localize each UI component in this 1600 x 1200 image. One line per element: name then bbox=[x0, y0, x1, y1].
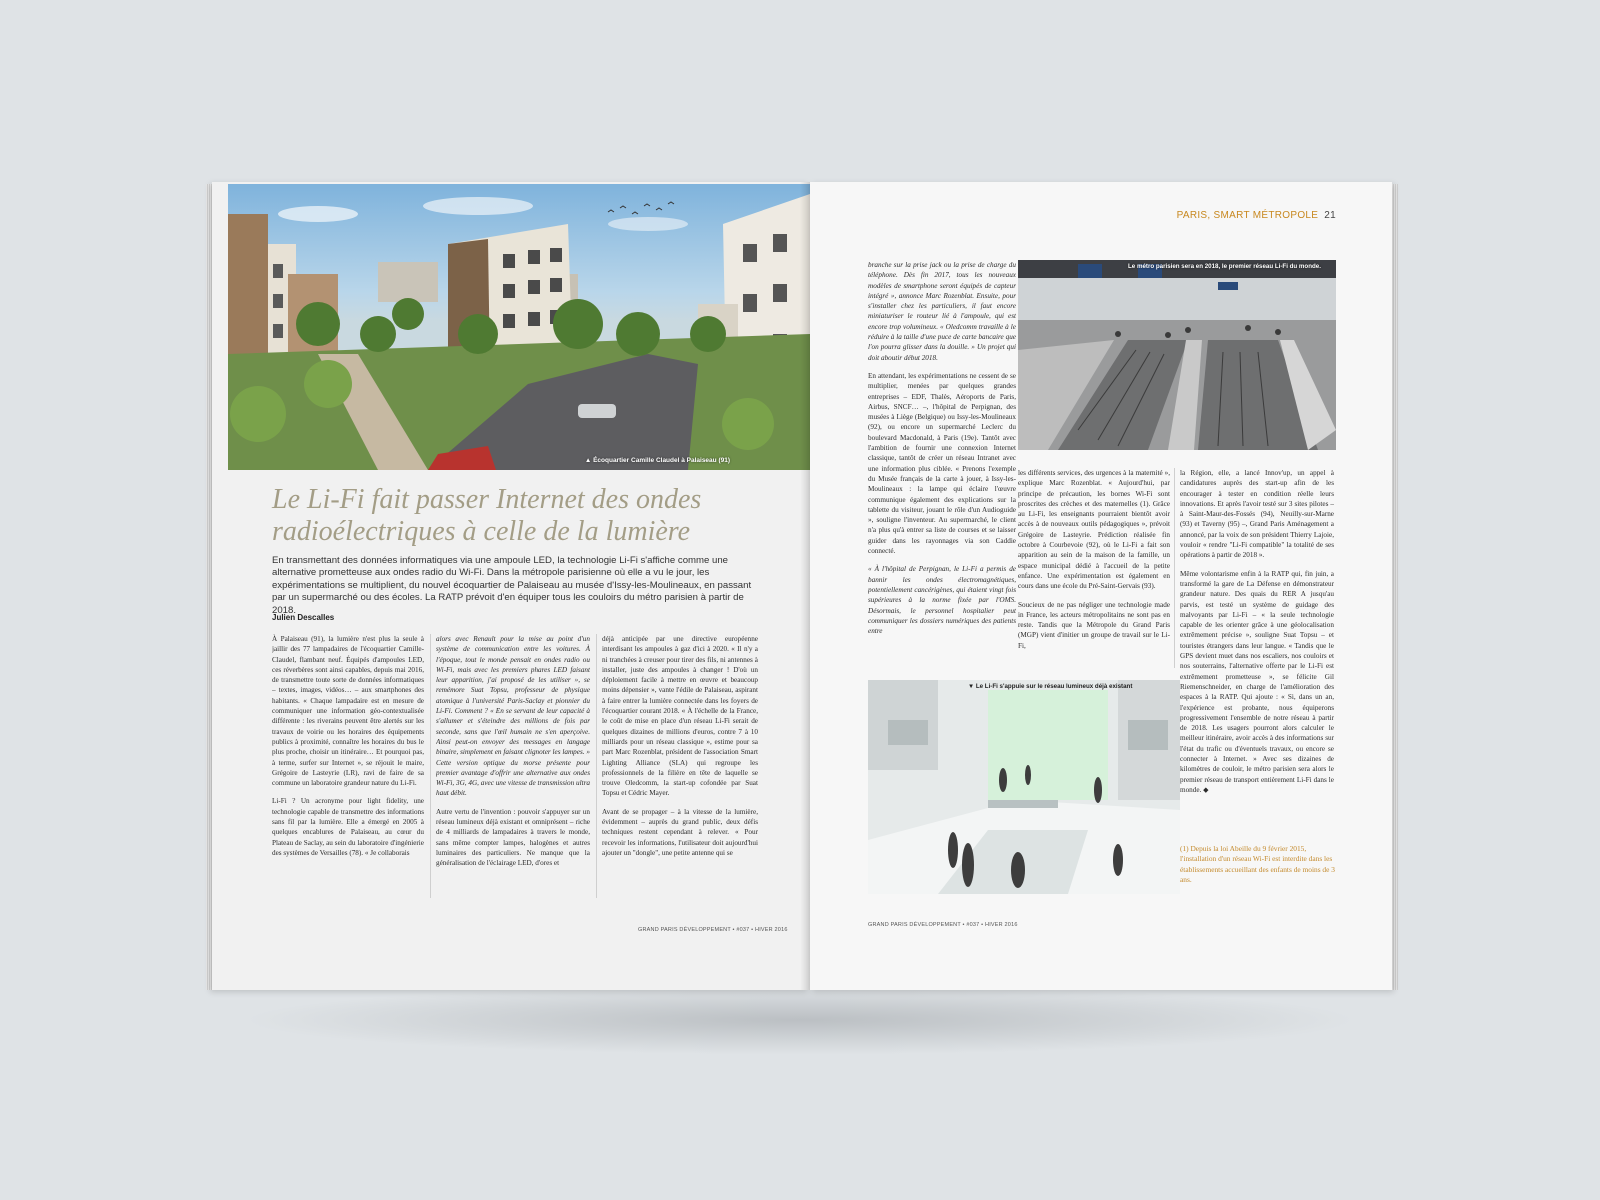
column-rule bbox=[596, 634, 597, 898]
article-lede: En transmettant des données informatiques via une ampoule LED, la technologie Li-Fi s'affiche comme une alternative prometteuse aux ondes radio du Wi-Fi. Dans la métropole parisienne où elle a vu le jour, les expérimentations se multiplient, du nouvel écoquartier de Palaiseau au musée d'Issy-les-Moulineaux, en passant par un supermarché ou des écoles. La RATP prévoit d'en équiper tous les couloirs du métro parisien à partir de 2018. bbox=[272, 555, 752, 616]
right-col2-para1: les différents services, des urgences à la maternité », explique Marc Rozenblat. « Aujourd'hui, par principe de précaution, les bornes Wi-Fi sont proscrites des crèches et des maternelles (1). Grâce au Li-Fi, les enseignants pourraient bientôt avoir accès à de nouveaux outils pédagogiques », prévoit Grégoire de Lasteyrie. Prédiction réalisée fin octobre à Courbevoie (92), où le Li-Fi a fait son apparition au sein de la maison de la famille, un espace municipal dédié à l'accueil de la petite enfance. Une expérimentation est également en cours dans une école du Pré-Saint-Gervais (93). bbox=[1018, 469, 1170, 591]
left-column-3 bbox=[602, 634, 758, 898]
right-page bbox=[810, 182, 1392, 990]
left-column-2 bbox=[436, 634, 590, 898]
office-photo-caption: ▼ Le Li-Fi s'appuie sur le réseau lumineux déjà existant bbox=[968, 683, 1133, 690]
section-title: PARIS, SMART MÉTROPOLE bbox=[1176, 210, 1319, 221]
left-col2-para2: Autre vertu de l'invention : pouvoir s'appuyer sur un réseau lumineux déjà existant et omniprésent – riche de 4 milliards de lampadaires à travers le monde, sans même compter lampes, halogènes et autres luminaires des particuliers. Ne manque que la généralisation de l'éclairage LED, d'ores et bbox=[436, 807, 590, 868]
right-column-1 bbox=[868, 260, 1016, 668]
right-col3-para2: Même volontarisme enfin à la RATP qui, fin juin, a transformé la gare de La Défense en démonstrateur grandeur nature. Des quais du RER A jusqu'au parvis, est testé un système de guidage des malvoyants par Li-Fi – « la seule technologie capable de les orienter grâce à une géolocalisation extrêmement précise », souligne Suat Topsu – et touristes étrangers dans leur langue. « Tandis que le GPS devient muet dans nos escaliers, nos couloirs et nos souterrains, l'alternative offerte par le Li-Fi est extrêmement prometteuse », se félicite Gil Riemenschneider, en charge de l'amélioration des espaces à la RATP. Qui ajoute : « Si, dans un an, l'expérience est probante, nous équiperons progressivement l'ensemble de notre réseau à partir de 2018. Les usagers pourront alors calculer le meilleur itinéraire, avoir accès à des informations sur l'état du trafic ou d'éventuels travaux, ou encore se connecter à Internet. » Avec ses dizaines de kilomètres de couloir, le métro parisien sera alors le premier réseau de transport entièrement Li-Fi dans le monde. ◆ bbox=[1180, 569, 1334, 794]
left-col1-para1: À Palaiseau (91), la lumière n'est plus la seule à jaillir des 77 lampadaires de l'écoquartier Camille-Claudel, flambant neuf. Équipés d'ampoules LED, ces réverbères sont ainsi capables, depuis mai 2016, de transmettre toute sorte de données informatiques – textes, images, vidéos… – aux smartphones des habitants. « Chaque lampadaire est en mesure de communiquer une information géo-contextualisée différente : les riverains peuvent être alertés sur les travaux de voirie ou les horaires des équipements publics à proximité, connaître les horaires du bus le plus proche, choisir un itinéraire… Et pourquoi pas, à terme, surfer sur Internet », se réjouit le maire, Grégoire de Lasteyrie (LR), ravi de faire de sa commune un laboratoire grandeur nature du Li-Fi. bbox=[272, 635, 424, 788]
page-number: 21 bbox=[1324, 210, 1336, 221]
left-column-1 bbox=[272, 634, 424, 898]
left-page bbox=[212, 182, 810, 990]
right-col3-para1: la Région, elle, a lancé Innov'up, un appel à candidatures auprès des start-up afin de les encourager à tester en condition réelle leurs innovations. Et après l'avoir testé sur 3 sites pilotes – à Saint-Maur-des-Fossés (94), Neuilly-sur-Marne (93) et Taverny (95) –, Grand Paris Aménagement a annoncé, par la voix de son président Thierry Lajoie, vouloir « rendre "Li-Fi compatible" la totalité de ses opérations à partir de 2018 ». bbox=[1180, 469, 1334, 560]
right-column-3 bbox=[1180, 468, 1334, 888]
metro-photo-caption: Le métro parisien sera en 2018, le premier réseau Li-Fi du monde. bbox=[1128, 263, 1321, 270]
magazine-spread bbox=[212, 182, 1392, 990]
hero-caption: ▲ Écoquartier Camille Claudel à Palaiseau (91) bbox=[584, 457, 730, 464]
right-col1-para1: branche sur la prise jack ou la prise de charge du téléphone. Dès fin 2017, tous les nouveaux modèles de smartphone seront équipés de capteur intégré », annonce Marc Rozenblat. Ensuite, pour s'installer chez les particuliers, il faut encore miniaturiser le routeur lié à l'ampoule, qui est encore trop volumineux. « Oledcomm travaille à le réduire à la taille d'une puce de carte bancaire que l'on pourra glisser dans la douille. » Un projet qui doit aboutir début 2018. bbox=[868, 261, 1016, 362]
section-header bbox=[1177, 210, 1336, 221]
footnote: (1) Depuis la loi Abeille du 9 février 2015, l'installation d'un réseau Wi-Fi est interdite dans les établissements accueillant des enfants de moins de 3 ans. bbox=[1180, 844, 1335, 884]
right-col1-para2: En attendant, les expérimentations ne cessent de se multiplier, menées par quelques grandes entreprises – EDF, Thalès, Aéroports de Paris, Airbus, SNCF… –, l'hôpital de Perpignan, des musées à Liège (Belgique) ou Issy-les-Moulineaux (92), ou encore un supermarché Leclerc du boulevard Macdonald, à Paris (19e). Tantôt avec l'ambition de fournir une connexion Internet classique, tantôt de créer un réseau Intranet avec une information plus ciblée. « Prenons l'exemple du Musée français de la carte à jouer, à Issy-les-Moulineaux : la lampe qui éclaire l'œuvre communique également des explications sur la tablette du visiteur, jouant le rôle d'un Audioguide », souligne l'inventeur. Au supermarché, le client n'a plus qu'à entrer sa liste de courses et se laisser guider dans les rayonnages via son Caddie connecté. bbox=[868, 371, 1016, 556]
hero-image-ecoquartier bbox=[228, 184, 810, 470]
left-col1-para2: Li-Fi ? Un acronyme pour light fidelity, une technologie capable de transmettre des informations sans fil par la lumière. Elle a émergé en 2005 à quelques encablures de Palaiseau, au cœur du Plateau de Saclay, au sein du laboratoire d'ingénierie des systèmes de Versailles (78). « Je collaborais bbox=[272, 797, 424, 857]
left-col2-para1: alors avec Renault pour la mise au point d'un système de communication entre les voitures. À l'époque, tout le monde pensait en ondes radio ou Wi-Fi, mais avec les premiers phares LED faisant leur apparition, j'ai proposé de les utiliser », se remémore Suat Topsu, professeur de physique atomique à l'université Paris-Saclay et pionnier du Li-Fi. Comment ? « En se servant de leur capacité à s'allumer et s'éteindre des millions de fois par seconde, sans que l'œil humain ne s'en aperçoive. Ainsi peut-on envoyer des messages en langage binaire, simplement en faisant clignoter les lampes. » Cette version optique du morse présente pour premier avantage d'offrir une alternative aux ondes Wi-Fi, 3G, 4G, avec une vitesse de transmission ultra haut débit. bbox=[436, 635, 590, 798]
metro-photo bbox=[1018, 260, 1336, 450]
left-col3-para1: déjà anticipée par une directive européenne interdisant les ampoules à gaz d'ici à 2020. « Il n'y a ni tranchées à creuser pour tirer des fils, ni antennes à installer, juste des ampoules à changer ! D'où un déploiement facile à mettre en œuvre et beaucoup moins dépensier », vante l'édile de Palaiseau, aspirant à faire entrer la lumière connectée dans les foyers de l'écoquartier courant 2018. « À l'échelle de la France, le coût de mise en place d'un réseau Li-Fi serait de quelques dizaines de millions d'euros, contre 7 à 10 milliards pour un réseau classique », estime pour sa part Marc Rozenblat, président de l'association Smart Lighting Alliance (SLA) qui regroupe les professionnels de la filière en tête de laquelle se trouve Oledcomm, la start-up cofondée par Suat Topsu et Cédric Mayer. bbox=[602, 635, 758, 798]
right-col1-para3: « À l'hôpital de Perpignan, le Li-Fi a permis de bannir les ondes électromagnétiques, potentiellement cancérigènes, qui étaient vingt fois supérieures à la norme fixée par l'OMS. Désormais, le personnel hospitalier peut communiquer les dossiers numériques des patients entre bbox=[868, 565, 1016, 636]
article-author: Julien Descalles bbox=[272, 613, 335, 622]
right-col2-para2: Soucieux de ne pas négliger une technologie made in France, les acteurs métropolitains ne sont pas en reste. Tandis que la Métropole du Grand Paris (MGP) vient d'initier un groupe de travail sur le Li-Fi, bbox=[1018, 600, 1170, 650]
magazine-shadow bbox=[240, 985, 1360, 1055]
left-col3-para2: Avant de se propager – à la vitesse de la lumière, évidemment – auprès du grand public, deux défis techniques restent cependant à relever. « Pour recevoir les informations, l'utilisateur doit aujourd'hui ajouter un "dongle", une petite antenne qui se bbox=[602, 807, 758, 857]
office-photo bbox=[868, 680, 1180, 894]
right-folio: GRAND PARIS DÉVELOPPEMENT • #037 • HIVER 2016 bbox=[868, 922, 1018, 928]
column-rule bbox=[1174, 468, 1175, 668]
page-edges-right bbox=[1392, 184, 1398, 990]
column-rule bbox=[430, 634, 431, 898]
article-title: Le Li-Fi fait passer Internet des ondes radioélectriques à celle de la lumière bbox=[272, 484, 702, 547]
right-column-2 bbox=[1018, 468, 1170, 668]
left-folio: GRAND PARIS DÉVELOPPEMENT • #037 • HIVER 2016 bbox=[638, 927, 788, 933]
